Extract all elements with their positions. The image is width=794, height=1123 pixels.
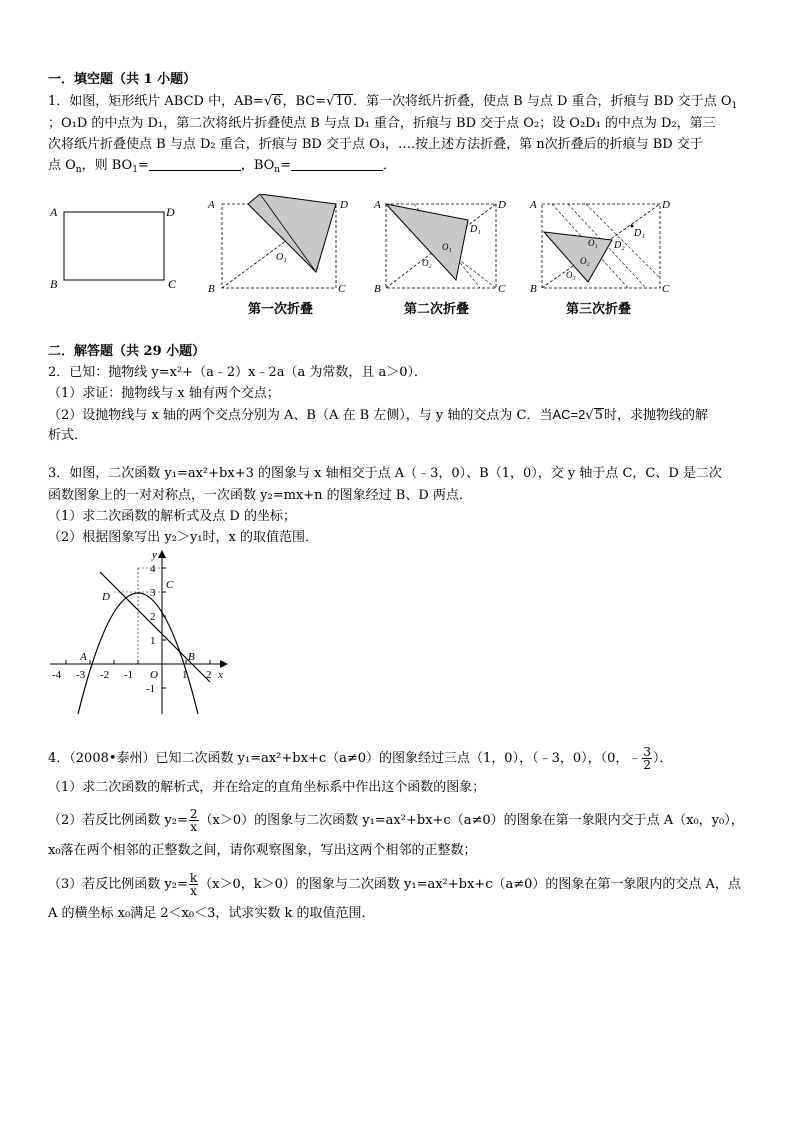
fraction-numerator: k: [189, 871, 198, 885]
q1-line-3: 次将纸片折叠使点 B 与点 D₂ 重合，折痕与 BD 交于点 O₃，….按上述方法折叠，第 n次折叠后的折痕与 BD 交于: [48, 137, 703, 152]
q2-line-3: （2）设抛物线与 x 轴的两个交点分别为 A、B（A 在 B 左侧），与 y 轴的交点为 C．当AC=2√5时，求抛物线的解: [48, 407, 708, 423]
q2-eq: AC=2: [552, 407, 586, 422]
q2-text: 时，求抛物线的解: [603, 408, 708, 423]
q4-line-5: [48, 872, 741, 897]
label-d: D: [340, 199, 348, 211]
q2-line-2: （1）求证：抛物线与 x 轴有两个交点；: [48, 386, 280, 401]
label-o2: O₂: [422, 258, 432, 268]
second-fold-figure: [370, 194, 520, 298]
q3-line-1: 3．如图，二次函数 y₁=ax²+bx+3 的图象与 x 轴相交于点 A（﹣3，0）、B（1，0），交 y 轴于点 C，C、D 是二次: [48, 466, 722, 481]
q3-line-4: （2）根据图象写出 y₂＞y₁时，x 的取值范围．: [48, 530, 318, 545]
x-tick-neg1: -1: [124, 669, 134, 681]
q1-line-4: 点 $O_n$，则 $BO_1=$ ，$BO_n=$ ．: [48, 158, 396, 175]
q4-line-6: A 的横坐标 x₀满足 2＜x₀＜3，试求实数 k 的取值范围．: [48, 906, 375, 921]
label-a: A: [50, 205, 58, 219]
label-b: B: [374, 283, 381, 295]
q4-line-2: （1）求二次函数的解析式，并在给定的直角坐标系中作出这个函数的图象；: [48, 780, 486, 795]
fraction-k-x: [189, 872, 198, 897]
q1-text: ，BC=: [282, 94, 327, 109]
label-d1: D₁: [470, 224, 481, 235]
label-d: D: [662, 199, 670, 211]
point-a-label: A: [80, 651, 87, 663]
first-fold-figure: [204, 194, 364, 298]
third-fold-figure: [528, 194, 678, 298]
y-tick-4: 4: [150, 563, 156, 575]
label-d2: D₂: [614, 240, 625, 251]
sqrt-6: 6: [273, 94, 282, 109]
label-a: A: [530, 199, 537, 211]
q1-text: ，则 BO: [81, 158, 133, 173]
q3-line-2: 函数图象上的一对对称点，一次函数 y₂=mx+n 的图象经过 B、D 两点．: [48, 488, 472, 503]
rectangle-abcd-figure: [46, 198, 186, 294]
q1-text: 点 O: [48, 158, 76, 173]
q4-text: 4．（2008•泰州）已知二次函数 y₁=ax²+bx+c（a≠0）的图象经过三点（1，0），（﹣3，0），（0，﹣: [48, 751, 642, 766]
point-b-label: B: [188, 651, 195, 663]
label-d: D: [166, 205, 175, 219]
label-o1: O₁: [276, 252, 287, 263]
q2-line-1: 2．已知：抛物线 y=x²+（a﹣2）x﹣2a（a 为常数，且 a＞0）．: [48, 365, 427, 380]
q4-text: （2）若反比例函数 y₂=: [48, 813, 188, 828]
label-c: C: [498, 283, 506, 295]
y-tick-1: 1: [150, 635, 156, 647]
section-2-title: 二．解答题（共 29 小题）: [48, 344, 206, 359]
y-tick-2: 2: [150, 611, 156, 623]
fraction-2-x: [189, 808, 199, 833]
label-c: C: [662, 283, 670, 295]
fraction-denominator: 2: [643, 758, 652, 772]
q4-text: ）．: [653, 751, 673, 766]
y-tick-3: 3: [150, 587, 156, 599]
y-tick-neg1: -1: [146, 683, 156, 695]
x-tick-neg3: -3: [76, 669, 86, 681]
q2-line-4: 析式．: [48, 428, 88, 443]
label-b: B: [530, 283, 537, 295]
answer-blank-bo1[interactable]: [149, 158, 241, 171]
fraction-numerator: 3: [643, 745, 652, 759]
label-o2: O₂: [580, 256, 590, 266]
label-b: B: [208, 283, 215, 295]
q1-text: =: [280, 158, 291, 173]
x-tick-2: 2: [206, 669, 212, 681]
x-tick-neg4: -4: [52, 669, 62, 681]
label-c: C: [168, 277, 177, 291]
label-b: B: [50, 277, 58, 291]
q4-line-3: [48, 808, 744, 833]
q1-text: ．第一次将纸片折叠，使点 B 与点 D 重合，折痕与 BD 交于点 O: [353, 94, 732, 109]
caption-first-fold: 第一次折叠: [248, 302, 314, 317]
label-d1: D₁: [634, 228, 645, 239]
q1-text: =: [137, 158, 149, 173]
q4-text: （3）若反比例函数 y₂=: [48, 877, 188, 892]
origin-label: O: [150, 669, 158, 681]
label-c: C: [338, 283, 346, 295]
sqrt-10: 10: [335, 94, 352, 109]
fraction-numerator: 2: [189, 807, 198, 821]
q1-text: 1．如图，矩形纸片 ABCD 中，AB=: [48, 94, 264, 109]
x-tick-1: 1: [182, 669, 188, 681]
y-axis-label: y: [152, 549, 157, 561]
label-a: A: [208, 199, 215, 211]
q1-text: ．: [382, 158, 396, 173]
label-o3: O₃: [566, 270, 576, 280]
fraction-denominator: x: [190, 820, 198, 834]
label-o1: O₁: [442, 242, 452, 252]
q4-line-4: x₀落在两个相邻的正整数之间，请你观察图象，写出这两个相邻的正整数；: [48, 843, 477, 858]
fraction-3-2: [642, 746, 652, 771]
q1-line-2: ；O₁D 的中点为 D₁，第二次将纸片折叠使点 B 与点 D₁ 重合，折痕与 BD 交于点 O₂；设 O₂D₁ 的中点为 D₂，第三: [48, 116, 716, 131]
q3-function-graph: [44, 548, 234, 716]
q1-line-1: 1．如图，矩形纸片 ABCD 中，AB=√6，BC=√10．第一次将纸片折叠，使点 B 与点 D 重合，折痕与 BD 交于点 $O_1$: [48, 94, 738, 111]
q4-line-1: [48, 746, 673, 771]
answer-blank-bon[interactable]: [291, 158, 383, 171]
q1-text: ，BO: [240, 158, 275, 173]
caption-third-fold: 第三次折叠: [566, 302, 632, 317]
caption-second-fold: 第二次折叠: [404, 302, 470, 317]
point-d-label: D: [102, 591, 110, 603]
x-tick-neg2: -2: [100, 669, 110, 681]
q4-text: （x＞0，k＞0）的图象与二次函数 y₁=ax²+bx+c（a≠0）的图象在第一象限内的交点 A，点: [199, 877, 741, 892]
x-axis-label: x: [218, 669, 223, 681]
label-o1: O₁: [588, 238, 598, 248]
section-1-title: 一．填空题（共 1 小题）: [48, 72, 197, 87]
sqrt-5: 5: [594, 408, 603, 423]
fraction-denominator: x: [190, 884, 197, 898]
label-d: D: [498, 199, 506, 211]
label-a: A: [374, 199, 381, 211]
q4-text: （x＞0）的图象与二次函数 y₁=ax²+bx+c（a≠0）的图象在第一象限内交于点 A（x₀，y₀），: [199, 813, 744, 828]
q2-text: （2）设抛物线与 x 轴的两个交点分别为 A、B（A 在 B 左侧），与 y 轴的交点为 C．当: [48, 408, 553, 423]
q3-line-3: （1）求二次函数的解析式及点 D 的坐标；: [48, 509, 296, 524]
point-c-label: C: [166, 579, 174, 591]
